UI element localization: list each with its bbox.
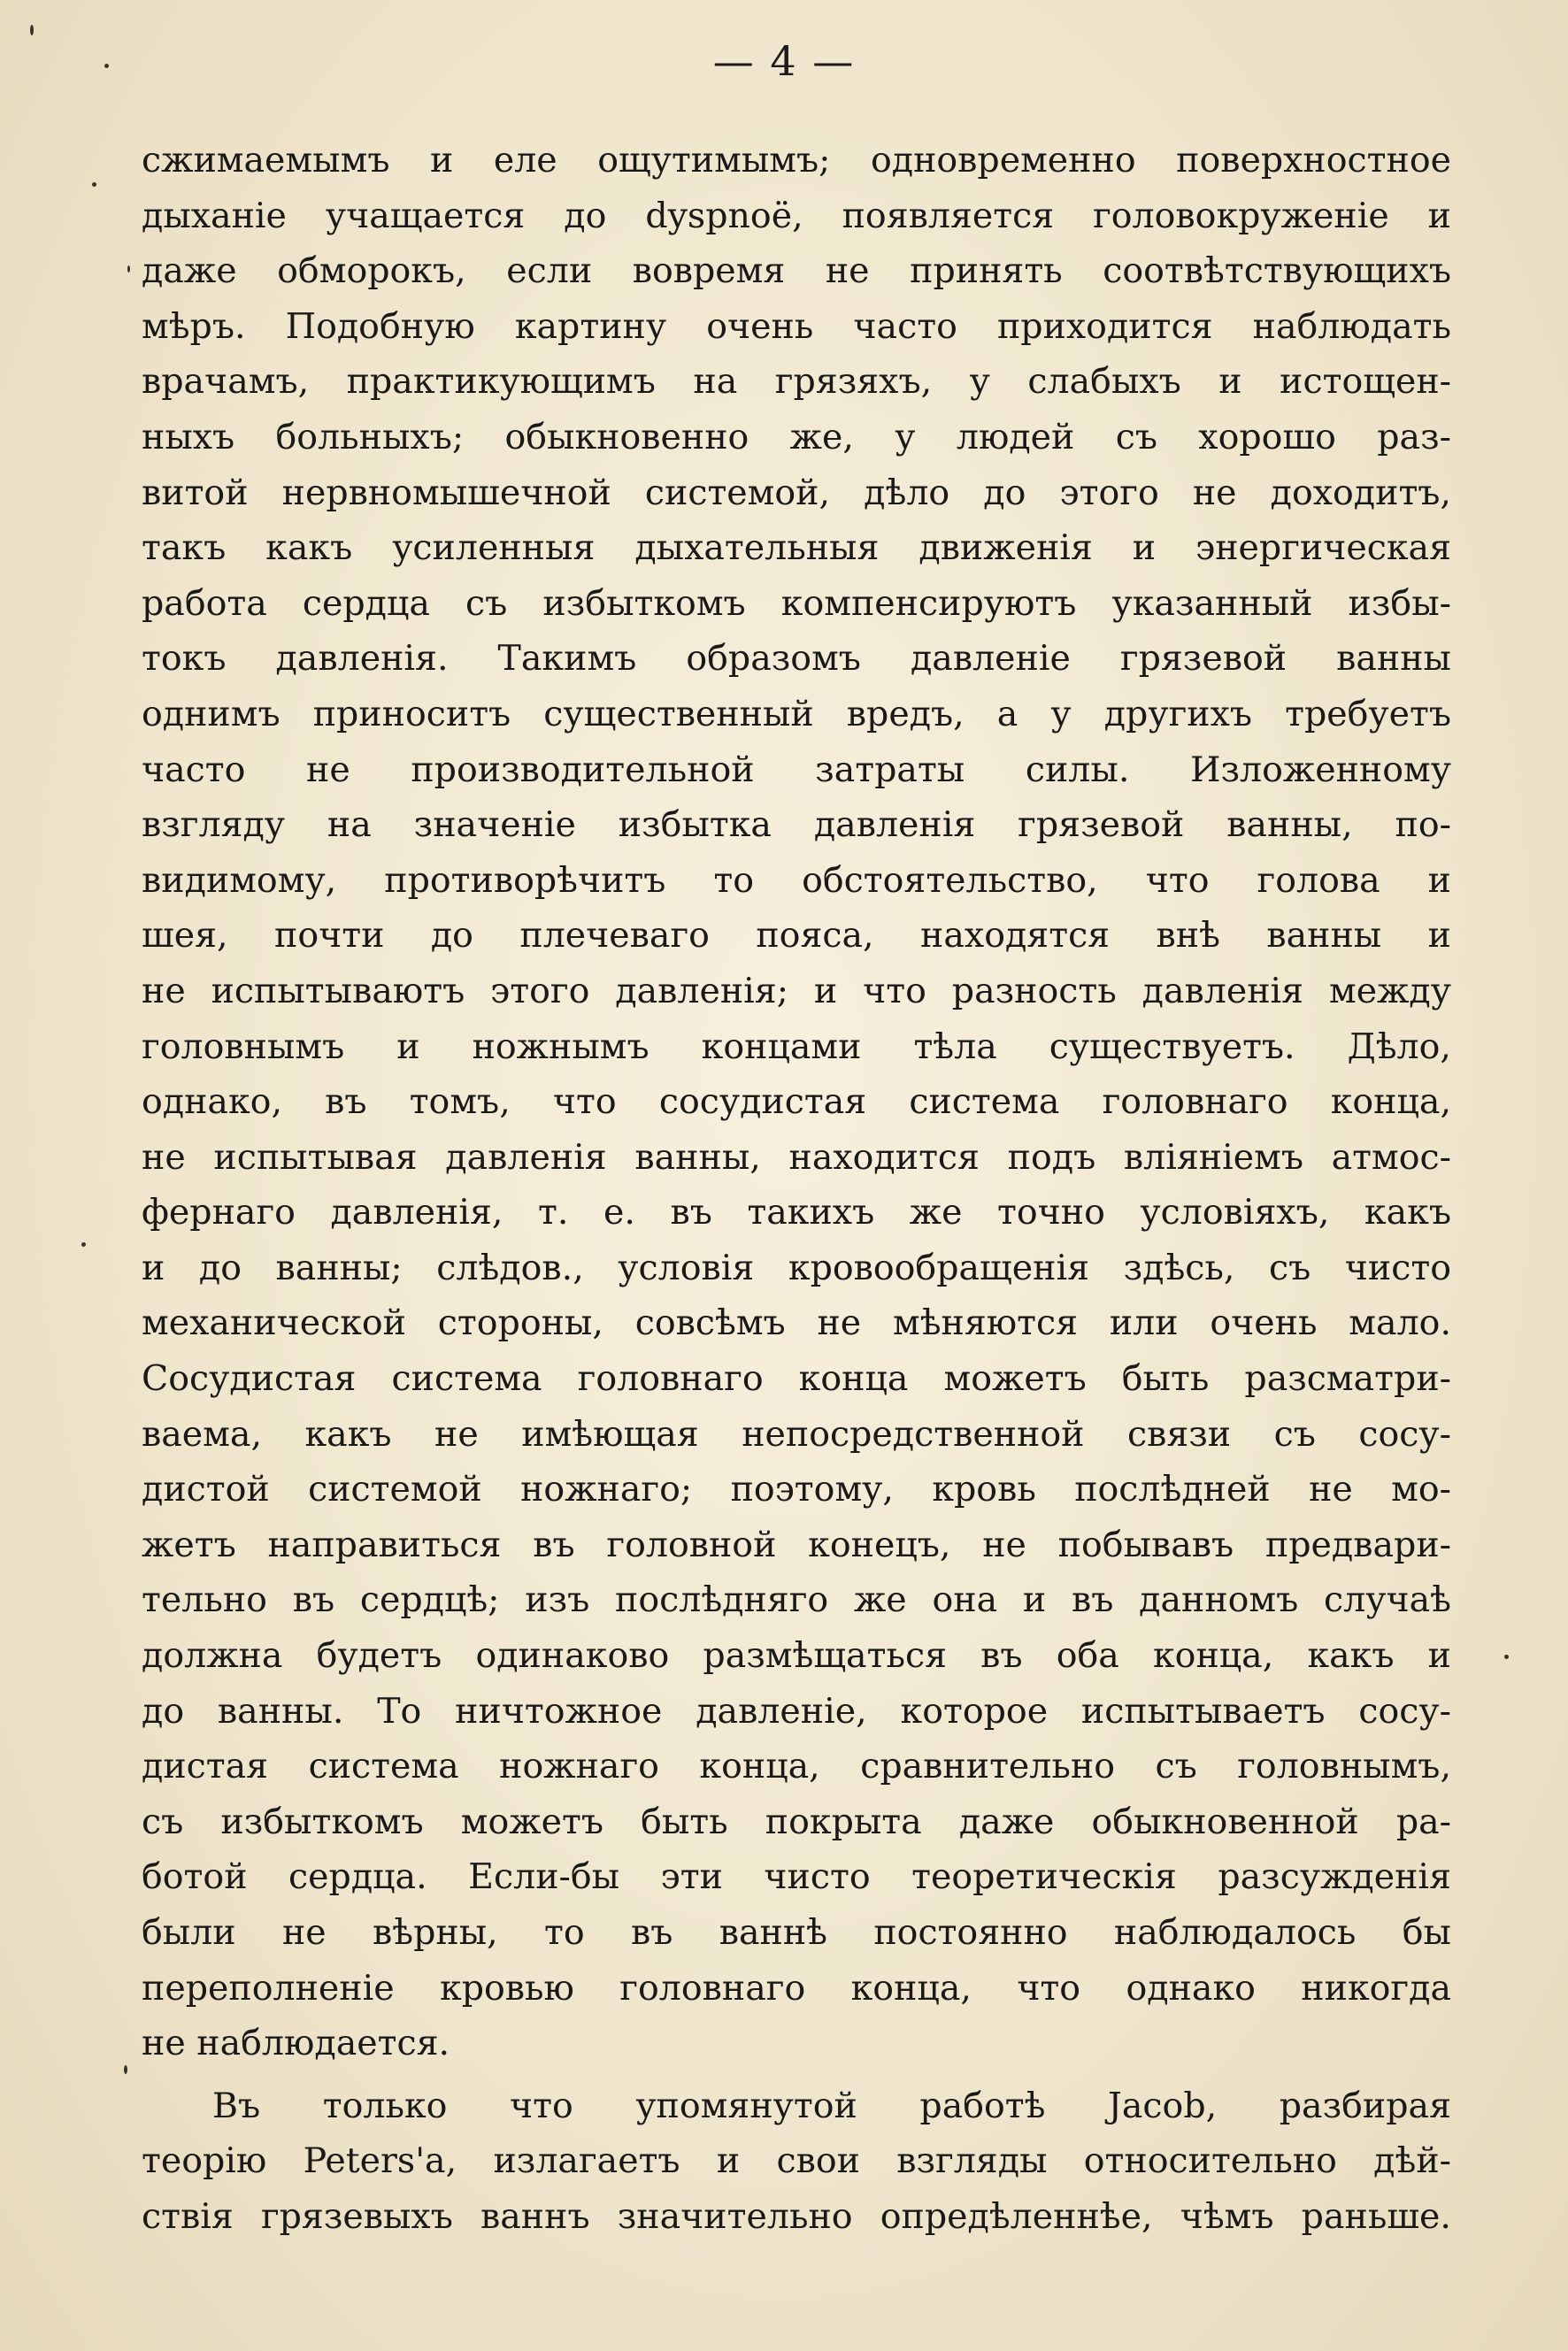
text-line: однако, въ томъ, что сосудистая система головнаго конца,: [142, 1081, 1451, 1123]
text-line: должна будетъ одинаково размѣщаться въ оба конца, какъ и: [142, 1635, 1451, 1677]
text-line: работа сердца съ избыткомъ компенсируютъ указанный избы-: [142, 582, 1451, 624]
text-line: до ванны. То ничтожное давленіе, которое испытываетъ сосу-: [142, 1690, 1451, 1732]
text-line: головнымъ и ножнымъ концами тѣла существуетъ. Дѣло,: [142, 1026, 1451, 1067]
text-line: такъ какъ усиленныя дыхательныя движенія и энергическая: [142, 527, 1451, 569]
text-line: видимому, противорѣчитъ то обстоятельство, что голова и: [142, 859, 1451, 901]
text-line: ботой сердца. Если-бы эти чисто теоретическія разсужденія: [142, 1856, 1451, 1898]
text-line: дистой системой ножнаго; поэтому, кровь послѣдней не мо-: [142, 1469, 1451, 1510]
text-line: ваема, какъ не имѣющая непосредственной связи съ сосу-: [142, 1413, 1451, 1455]
text-line: теорію Peters'а, излагаетъ и свои взгляды относительно дѣй-: [142, 2140, 1451, 2182]
text-line: и до ванны; слѣдов., условія кровообращенія здѣсь, съ чисто: [142, 1247, 1451, 1288]
print-speck: [30, 25, 34, 35]
text-line: жетъ направиться въ головной конецъ, не побывавъ предвари-: [142, 1524, 1451, 1565]
print-speck: [104, 64, 109, 68]
text-line: были не вѣрны, то въ ваннѣ постоянно наблюдалось бы: [142, 1912, 1451, 1953]
print-speck: [124, 2065, 127, 2074]
text-line: шея, почти до плечеваго пояса, находятся внѣ ванны и: [142, 915, 1451, 957]
text-line: однимъ приноситъ существенный вредъ, а у другихъ требуетъ: [142, 693, 1451, 734]
text-line: часто не производительной затраты силы. Изложенному: [142, 749, 1451, 790]
text-line: не испытывая давленія ванны, находится подъ вліяніемъ атмос-: [142, 1136, 1451, 1178]
text-line: съ избыткомъ можетъ быть покрыта даже обыкновенной ра-: [142, 1801, 1451, 1842]
text-line: не наблюдается.: [142, 2023, 450, 2064]
text-line: токъ давленія. Такимъ образомъ давленіе грязевой ванны: [142, 638, 1451, 680]
text-line: ствія грязевыхъ ваннъ значительно опредѣленнѣе, чѣмъ раньше.: [142, 2195, 1451, 2237]
text-line: дистая система ножнаго конца, сравнительно съ головнымъ,: [142, 1746, 1451, 1787]
print-speck: [1504, 1655, 1509, 1659]
text-line: взгляду на значеніе избытка давленія грязевой ванны, по-: [142, 804, 1451, 846]
text-line: ныхъ больныхъ; обыкновенно же, у людей съ хорошо раз-: [142, 416, 1451, 457]
text-line: тельно въ сердцѣ; изъ послѣдняго же она и въ данномъ случаѣ: [142, 1579, 1451, 1621]
text-line: дыханіе учащается до dyspnoë, появляется головокруженіе и: [142, 195, 1451, 236]
text-line: сжимаемымъ и еле ощутимымъ; одновременно поверхностное: [142, 140, 1451, 181]
text-line: врачамъ, практикующимъ на грязяхъ, у слабыхъ и истощен-: [142, 361, 1451, 403]
paragraph-gap: [142, 2071, 1451, 2078]
print-speck: [92, 182, 96, 187]
body-text: [142, 133, 1451, 2245]
print-speck: [127, 265, 130, 273]
paragraph-1: [142, 133, 1451, 2071]
print-speck: [81, 1242, 86, 1247]
page-number: — 4 —: [712, 37, 856, 85]
text-line: не испытываютъ этого давленія; и что разность давленія между: [142, 970, 1451, 1011]
text-line: фернаго давленія, т. е. въ такихъ же точно условіяхъ, какъ: [142, 1192, 1451, 1233]
text-line: витой нервномышечной системой, дѣло до этого не доходитъ,: [142, 472, 1451, 513]
paragraph-2: [142, 2078, 1451, 2245]
text-line: Въ только что упомянутой работѣ Jacob, разбирая: [212, 2085, 1451, 2126]
text-line: Сосудистая система головнаго конца можетъ быть разсматри-: [142, 1358, 1451, 1400]
text-line: переполненіе кровью головнаго конца, что однако никогда: [142, 1967, 1451, 2009]
text-line: мѣръ. Подобную картину очень часто приходится наблюдать: [142, 305, 1451, 347]
text-line: даже обморокъ, если вовремя не принять соотвѣтствующихъ: [142, 250, 1451, 292]
text-line: механической стороны, совсѣмъ не мѣняются или очень мало.: [142, 1302, 1451, 1344]
